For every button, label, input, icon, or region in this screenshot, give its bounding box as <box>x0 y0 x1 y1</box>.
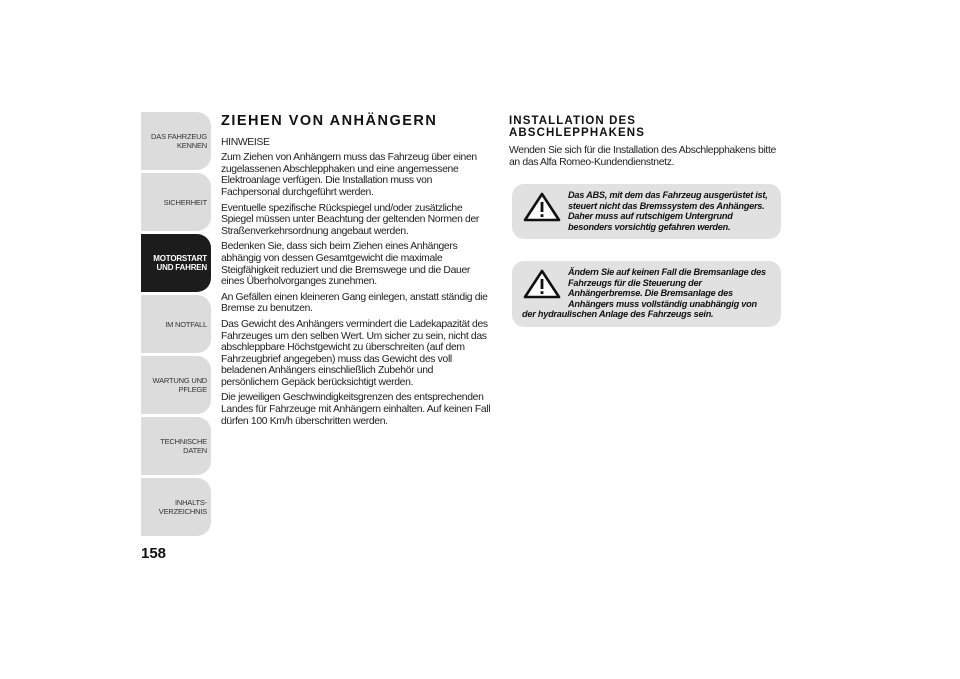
paragraph: An Gefällen einen kleineren Gang einlegen, anstatt ständig die Bremse zu benutzen. <box>221 291 488 315</box>
tab-sicherheit[interactable] <box>141 173 211 231</box>
right-column <box>509 116 781 349</box>
tab-label: SICHERHEIT <box>163 197 207 207</box>
warning-text: Ändern Sie auf keinen Fall die Bremsanlage des Fahrzeugs für die Steuerung der Anhängerbremse. Die Bremsanlage des Anhängers muss vollständig unabhängig von der hydraulischen Anlage des Fahrzeugs sein. <box>522 267 766 320</box>
paragraph: HINWEISE <box>221 136 270 148</box>
tab-label: DAS FAHRZEUG KENNEN <box>151 132 207 150</box>
warning-text: Das ABS, mit dem das Fahrzeug ausgerüstet ist, steuert nicht das Bremssystem des Anhängers. Daher muss auf rutschigem Untergrund besonders vorsichtig gefahren werden. <box>568 190 768 232</box>
paragraph: Zum Ziehen von Anhängern muss das Fahrzeug über einen zugelassenen Abschlepphaken und eine angemessene Elektroanlage verfügen. Die Installation muss von Fachpersonal durchgeführt werden. <box>221 152 477 198</box>
tab-technische-daten[interactable] <box>141 417 211 475</box>
section-title: INSTALLATION DES ABSCHLEPPHAKENS <box>509 115 645 139</box>
left-column <box>221 113 493 431</box>
tab-label: WARTUNG UND PFLEGE <box>152 376 207 394</box>
spacer <box>509 172 781 184</box>
tab-im-notfall[interactable] <box>141 295 211 353</box>
page-number: 158 <box>141 545 167 562</box>
tab-label: INHALTS- VERZEICHNIS <box>158 498 207 516</box>
section-title: ZIEHEN VON ANHÄNGERN <box>221 113 438 129</box>
tab-motorstart-und-fahren[interactable] <box>141 234 211 292</box>
intro-paragraph: Wenden Sie sich für die Installation des Abschlepphakens bitte an das Alfa Romeo-Kundendienstnetz. <box>509 145 776 168</box>
warning-box <box>512 261 781 327</box>
tab-label: TECHNISCHE DATEN <box>160 437 207 455</box>
tab-das-fahrzeug-kennen[interactable] <box>141 112 211 170</box>
paragraph: Das Gewicht des Anhängers vermindert die Ladekapazität des Fahrzeuges um den selben Wert. Um sicher zu sein, nicht das abschleppbare Höchstgewicht zu überschreiten (auf dem Fahrzeugbrief angegeben) muss das Gewicht des voll beladenen Anhängers einschließlich Zubehör und persönlichem Gepäck berücksichtigt werden. <box>221 318 488 388</box>
warning-box <box>512 184 781 239</box>
paragraph: Die jeweiligen Geschwindigkeitsgrenzen des entsprechenden Landes für Fahrzeuge mit Anhängern einhalten. Auf keinen Fall dürfen 100 Km/h überschritten werden. <box>221 392 491 427</box>
tab-label: IM NOTFALL <box>165 319 207 329</box>
chapter-tabs <box>141 112 211 539</box>
tab-inhaltsverzeichnis[interactable] <box>141 478 211 536</box>
paragraph: Eventuelle spezifische Rückspiegel und/oder zusätzliche Spiegel müssen unter Beachtung der geltenden Normen der Straßenverkehrsordnung angebaut werden. <box>221 202 480 237</box>
warning-triangle-icon <box>522 192 562 222</box>
paragraph: Bedenken Sie, dass sich beim Ziehen eines Anhängers abhängig von dessen Gesamtgewicht die maximale Steigfähigkeit reduziert und die Bremswege und die Dauer eines Überholvorganges zunehmen. <box>221 241 470 288</box>
warning-triangle-icon <box>522 269 562 299</box>
tab-wartung-und-pflege[interactable] <box>141 356 211 414</box>
tab-label: MOTORSTART UND FAHREN <box>153 254 207 272</box>
